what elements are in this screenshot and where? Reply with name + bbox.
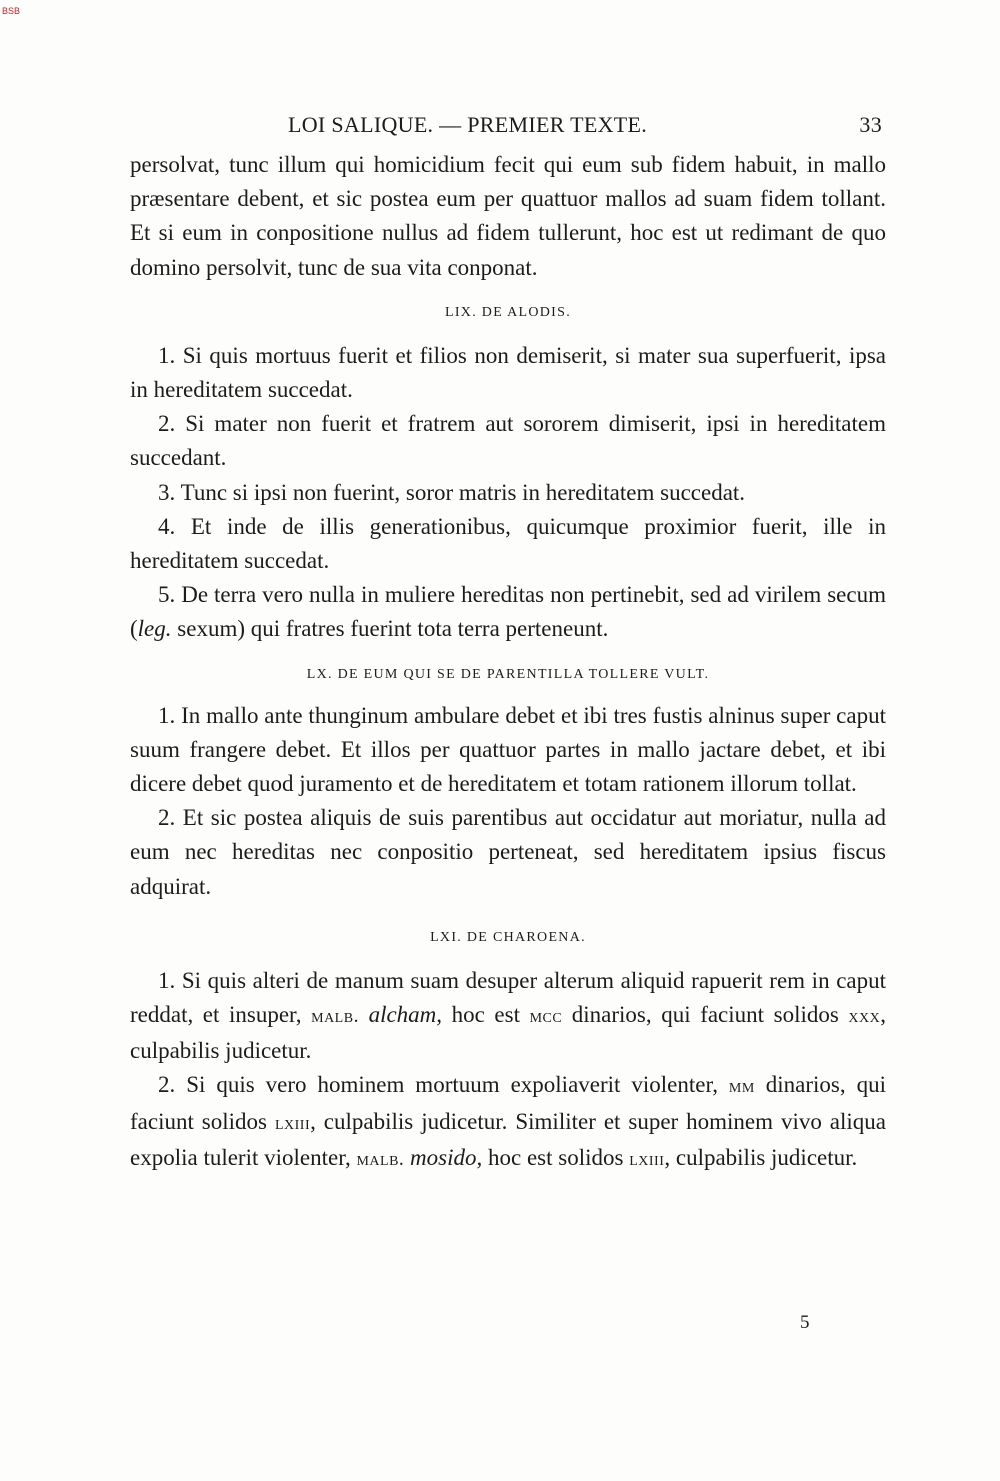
roman-numeral: mm bbox=[728, 1076, 755, 1098]
article-lix-2: 2. Si mater non fuerit et fratrem aut sororem dimiserit, ipsi in hereditatem succedant. bbox=[130, 411, 886, 471]
roman-numeral: xxx bbox=[848, 1006, 881, 1028]
article-lix-5-italic: leg. bbox=[137, 616, 172, 642]
malberg-gloss: mosido, bbox=[410, 1144, 483, 1170]
opening-paragraph: persolvat, tunc illum qui homicidium fecit qui eum sub fidem habuit, in mallo præsentare debent, et sic postea eum per quattuor mallos ad suam fidem tollant. Et si eum in conpositione nullus ad fidem tullerunt, hoc est ut redimant de quo domino persolvit, tunc de sua vita conponat. bbox=[130, 152, 886, 280]
article-lxi-1 bbox=[130, 964, 886, 1069]
page-body bbox=[130, 112, 886, 1177]
page-number: 33 bbox=[859, 112, 882, 137]
section-heading-lx: LX. DE EUM QUI SE DE PARENTILLA TOLLERE VULT. bbox=[306, 666, 710, 682]
malb-abbreviation: malb. bbox=[356, 1148, 405, 1170]
library-stamp: BSB bbox=[2, 6, 21, 16]
lxi-2-text: hoc est solidos bbox=[482, 1144, 630, 1170]
roman-numeral: lxiii bbox=[629, 1148, 665, 1170]
article-lxi-2 bbox=[130, 1068, 886, 1177]
lxi-1-text: 1. Si quis alteri de manum suam desuper alterum aliquid rapuerit rem in caput reddat, et insuper, bbox=[130, 967, 886, 1028]
running-title: LOI SALIQUE. — PREMIER TEXTE. bbox=[288, 112, 648, 137]
article-lix-5 bbox=[130, 578, 886, 646]
malb-abbreviation: malb. bbox=[311, 1006, 359, 1028]
lxi-2-text: 2. Si quis vero hominem mortuum expoliaverit violenter, bbox=[158, 1072, 729, 1098]
roman-numeral: lxiii bbox=[274, 1112, 311, 1134]
article-lx-1: 1. In mallo ante thunginum ambulare debet et ibi tres fustis alninus super caput suum frangere debet. Et illos per quattuor partes in mallo jactare debet, et ibi dicere debet quod juramento et de hereditatem et totam rationem illorum tollat. bbox=[130, 702, 886, 797]
signature-mark: 5 bbox=[800, 1312, 810, 1333]
section-heading-lxi: LXI. DE CHAROENA. bbox=[430, 929, 586, 945]
article-lix-1: 1. Si quis mortuus fuerit et filios non demiserit, si mater sua superfuerit, ipsa in hereditatem succedat. bbox=[130, 342, 886, 403]
running-header bbox=[130, 112, 886, 148]
article-lix-4: 4. Et inde de illis generationibus, quicumque proximior fuerit, ille in hereditatem succedat. bbox=[130, 513, 886, 574]
article-lx-2: 2. Et sic postea aliquis de suis parentibus aut occidatur aut moriatur, nulla ad eum nec hereditas nec conpositio perteneat, sed hereditatem ipsius fiscus adquirat. bbox=[130, 805, 886, 899]
lxi-1-text: , culpabilis judicetur. bbox=[130, 1002, 887, 1064]
lxi-2-text: , culpabilis judicetur. bbox=[664, 1144, 858, 1170]
section-heading-lix: LIX. DE ALODIS. bbox=[444, 304, 572, 320]
article-lix-3: 3. Tunc si ipsi non fuerint, soror matris in hereditatem succedat. bbox=[158, 479, 746, 505]
article-lix-5-text-a: 5. De terra vero nulla in muliere hereditas non pertinebit, sed ad virilem secum ( bbox=[130, 582, 886, 642]
lxi-1-text: hoc est bbox=[442, 1002, 530, 1028]
lxi-2-text: , culpabilis judicetur. Similiter et super hominem vivo aliqua expolia tulerit violenter, bbox=[130, 1108, 886, 1170]
article-lix-5-text-b: sexum) qui fratres fuerint tota terra perteneunt. bbox=[171, 616, 609, 642]
roman-numeral: mcc bbox=[529, 1006, 563, 1028]
malberg-gloss: alcham, bbox=[368, 1002, 443, 1028]
lxi-2-text: dinarios, qui faciunt solidos bbox=[130, 1072, 886, 1134]
lxi-1-text: dinarios, qui faciunt solidos bbox=[562, 1002, 849, 1028]
